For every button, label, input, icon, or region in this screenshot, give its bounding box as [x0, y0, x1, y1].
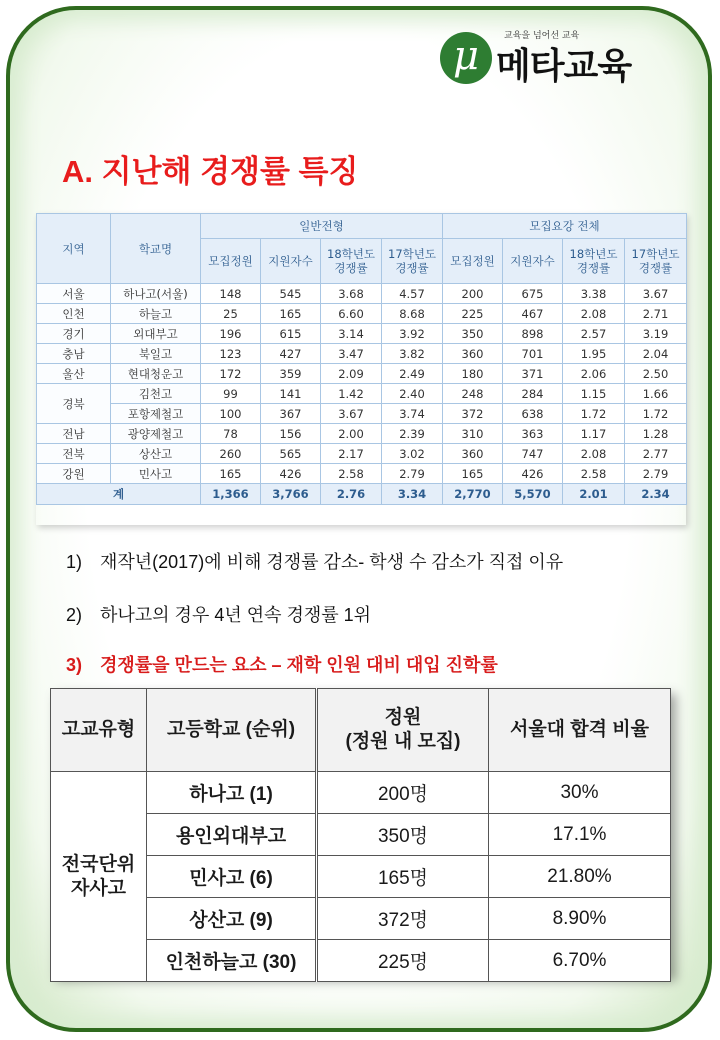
school-type-line1: 전국단위: [61, 853, 136, 875]
value-cell: 371: [503, 364, 563, 384]
competition-table-wrapper: [36, 213, 686, 525]
value-cell: 1.95: [563, 344, 625, 364]
value-cell: 1.42: [321, 384, 382, 404]
value-cell: 248: [443, 384, 503, 404]
admission-table-wrapper: [50, 688, 670, 975]
ratio-cell: 8.90%: [489, 898, 671, 940]
value-cell: 6.60: [321, 304, 382, 324]
value-cell: 675: [503, 284, 563, 304]
region-cell: 서울: [37, 284, 111, 304]
bullet-text: 재작년(2017)에 비해 경쟁률 감소- 학생 수 감소가 직접 이유: [100, 552, 564, 572]
total-value-cell: 2.76: [321, 484, 382, 505]
school-cell: 하나고(서울): [111, 284, 201, 304]
value-cell: 3.14: [321, 324, 382, 344]
region-cell: 강원: [37, 464, 111, 484]
value-cell: 2.50: [625, 364, 687, 384]
subheader: 18학년도 경쟁률: [321, 239, 382, 284]
school-cell: 현대청운고: [111, 364, 201, 384]
school-cell: 용인외대부고: [147, 814, 317, 856]
school-cell: 상산고 (9): [147, 898, 317, 940]
value-cell: 141: [261, 384, 321, 404]
value-cell: 701: [503, 344, 563, 364]
ratio-cell: 30%: [489, 772, 671, 814]
value-cell: 2.58: [321, 464, 382, 484]
value-cell: 3.67: [625, 284, 687, 304]
brand-logo: [438, 26, 638, 86]
logo-name: 메타교육: [496, 46, 632, 87]
value-cell: 898: [503, 324, 563, 344]
region-cell: 울산: [37, 364, 111, 384]
region-cell: 인천: [37, 304, 111, 324]
school-cell: 민사고 (6): [147, 856, 317, 898]
school-cell: 민사고: [111, 464, 201, 484]
value-cell: 2.04: [625, 344, 687, 364]
region-cell: 충남: [37, 344, 111, 364]
total-row: [37, 484, 687, 505]
value-cell: 3.47: [321, 344, 382, 364]
quota-cell: 350명: [317, 814, 489, 856]
subheader: 모집정원: [201, 239, 261, 284]
table-row: [37, 424, 687, 444]
value-cell: 2.71: [625, 304, 687, 324]
table-row: [37, 384, 687, 404]
school-type-cell: [51, 772, 147, 982]
ratio-cell: 6.70%: [489, 940, 671, 982]
value-cell: 180: [443, 364, 503, 384]
bullet-number: 3): [66, 655, 83, 675]
region-cell: 경북: [37, 384, 111, 424]
quota-cell: 225명: [317, 940, 489, 982]
value-cell: 2.49: [382, 364, 443, 384]
value-cell: 3.38: [563, 284, 625, 304]
value-cell: 2.40: [382, 384, 443, 404]
header-total-admission: 모집요강 전체: [443, 214, 687, 239]
value-cell: 372: [443, 404, 503, 424]
value-cell: 1.15: [563, 384, 625, 404]
value-cell: 284: [503, 384, 563, 404]
value-cell: 165: [261, 304, 321, 324]
table-row: [37, 304, 687, 324]
value-cell: 3.02: [382, 444, 443, 464]
value-cell: 3.74: [382, 404, 443, 424]
value-cell: 360: [443, 444, 503, 464]
bullet-1: [66, 548, 563, 574]
total-value-cell: 5,570: [503, 484, 563, 505]
region-cell: 전남: [37, 424, 111, 444]
bullet-number: 1): [66, 552, 83, 572]
header-region: 지역: [37, 214, 111, 284]
value-cell: 367: [261, 404, 321, 424]
header-school-type: 고교유형: [51, 689, 147, 772]
value-cell: 196: [201, 324, 261, 344]
value-cell: 2.08: [563, 304, 625, 324]
total-value-cell: 2.01: [563, 484, 625, 505]
value-cell: 310: [443, 424, 503, 444]
value-cell: 2.79: [625, 464, 687, 484]
value-cell: 359: [261, 364, 321, 384]
logo-mu-icon: μ: [440, 32, 492, 84]
value-cell: 638: [503, 404, 563, 424]
value-cell: 2.79: [382, 464, 443, 484]
ratio-cell: 21.80%: [489, 856, 671, 898]
region-cell: 경기: [37, 324, 111, 344]
value-cell: 25: [201, 304, 261, 324]
header-snu-ratio: 서울대 합격 비율: [489, 689, 671, 772]
bullet-number: 2): [66, 605, 83, 625]
value-cell: 3.67: [321, 404, 382, 424]
value-cell: 2.09: [321, 364, 382, 384]
value-cell: 1.17: [563, 424, 625, 444]
value-cell: 148: [201, 284, 261, 304]
total-value-cell: 3,766: [261, 484, 321, 505]
header-quota-line1: 정원: [384, 707, 422, 728]
table-row: [37, 404, 687, 424]
value-cell: 360: [443, 344, 503, 364]
value-cell: 100: [201, 404, 261, 424]
table-row: [37, 464, 687, 484]
value-cell: 156: [261, 424, 321, 444]
header-quota: [317, 689, 489, 772]
table-row: [51, 772, 671, 814]
value-cell: 426: [503, 464, 563, 484]
school-cell: 김천고: [111, 384, 201, 404]
school-cell: 상산고: [111, 444, 201, 464]
value-cell: 172: [201, 364, 261, 384]
value-cell: 1.66: [625, 384, 687, 404]
total-label: 계: [37, 484, 201, 505]
table-row: [37, 444, 687, 464]
bullet-text: 경쟁률을 만드는 요소 – 재학 인원 대비 대입 진학률: [100, 655, 498, 675]
value-cell: 78: [201, 424, 261, 444]
value-cell: 2.00: [321, 424, 382, 444]
quota-cell: 372명: [317, 898, 489, 940]
value-cell: 99: [201, 384, 261, 404]
region-cell: 전북: [37, 444, 111, 464]
header-quota-line2: (정원 내 모집): [345, 731, 461, 752]
value-cell: 2.08: [563, 444, 625, 464]
value-cell: 2.57: [563, 324, 625, 344]
header-school: 학교명: [111, 214, 201, 284]
header-school-rank: 고등학교 (순위): [147, 689, 317, 772]
value-cell: 426: [261, 464, 321, 484]
value-cell: 2.39: [382, 424, 443, 444]
competition-table: [36, 213, 687, 505]
value-cell: 4.57: [382, 284, 443, 304]
value-cell: 1.72: [563, 404, 625, 424]
school-cell: 하나고 (1): [147, 772, 317, 814]
total-value-cell: 3.34: [382, 484, 443, 505]
value-cell: 350: [443, 324, 503, 344]
value-cell: 2.06: [563, 364, 625, 384]
total-value-cell: 2.34: [625, 484, 687, 505]
school-cell: 하늘고: [111, 304, 201, 324]
quota-cell: 165명: [317, 856, 489, 898]
logo-subtitle: 교육을 넘어선 교육: [504, 31, 580, 41]
value-cell: 363: [503, 424, 563, 444]
value-cell: 467: [503, 304, 563, 324]
school-cell: 포항제철고: [111, 404, 201, 424]
section-title: A. 지난해 경쟁률 특징: [62, 154, 359, 189]
ratio-cell: 17.1%: [489, 814, 671, 856]
subheader: 17학년도 경쟁률: [625, 239, 687, 284]
value-cell: 225: [443, 304, 503, 324]
school-cell: 북일고: [111, 344, 201, 364]
value-cell: 615: [261, 324, 321, 344]
table-row: [37, 344, 687, 364]
value-cell: 123: [201, 344, 261, 364]
table-row: [37, 324, 687, 344]
table-row: [37, 284, 687, 304]
table-row: [37, 364, 687, 384]
value-cell: 2.17: [321, 444, 382, 464]
value-cell: 747: [503, 444, 563, 464]
subheader: 모집정원: [443, 239, 503, 284]
value-cell: 3.19: [625, 324, 687, 344]
school-cell: 인천하늘고 (30): [147, 940, 317, 982]
school-type-line2: 자사고: [70, 877, 127, 899]
value-cell: 565: [261, 444, 321, 464]
value-cell: 1.72: [625, 404, 687, 424]
value-cell: 260: [201, 444, 261, 464]
value-cell: 3.92: [382, 324, 443, 344]
total-value-cell: 2,770: [443, 484, 503, 505]
value-cell: 2.77: [625, 444, 687, 464]
value-cell: 200: [443, 284, 503, 304]
value-cell: 3.82: [382, 344, 443, 364]
competition-table-body: [37, 284, 687, 505]
value-cell: 8.68: [382, 304, 443, 324]
school-cell: 외대부고: [111, 324, 201, 344]
admission-table: [50, 688, 671, 982]
quota-cell: 200명: [317, 772, 489, 814]
value-cell: 1.28: [625, 424, 687, 444]
value-cell: 165: [443, 464, 503, 484]
subheader: 지원자수: [503, 239, 563, 284]
total-value-cell: 1,366: [201, 484, 261, 505]
subheader: 17학년도 경쟁률: [382, 239, 443, 284]
subheader: 18학년도 경쟁률: [563, 239, 625, 284]
value-cell: 2.58: [563, 464, 625, 484]
value-cell: 3.68: [321, 284, 382, 304]
bullet-2: [66, 601, 371, 627]
subheader: 지원자수: [261, 239, 321, 284]
bullet-3: [66, 651, 498, 677]
value-cell: 545: [261, 284, 321, 304]
school-cell: 광양제철고: [111, 424, 201, 444]
value-cell: 165: [201, 464, 261, 484]
bullet-text: 하나고의 경우 4년 연속 경쟁률 1위: [100, 605, 372, 625]
header-general-admission: 일반전형: [201, 214, 443, 239]
value-cell: 427: [261, 344, 321, 364]
